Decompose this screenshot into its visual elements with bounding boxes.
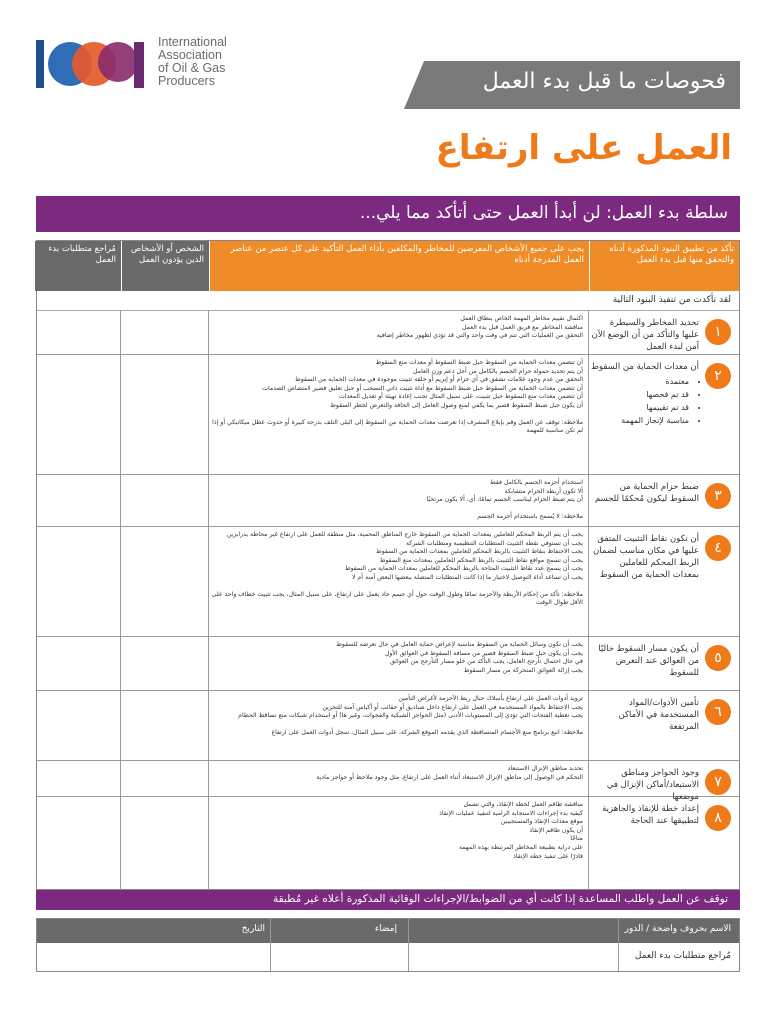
detail-line: أن تتضمن معدات الحماية من السقوط حبل ضبط السقوط مع أداة تثبيت ذاتي التسحب أو حبل تعليق قصير لامتصاص الصدمات <box>262 384 583 392</box>
detail-line: تزويد أدوات العمل على ارتفاع بأسلاك حبال ربط الأحزمة لأغراض التأمين <box>398 695 583 702</box>
checklist-item-text: ضبط حزام الحماية من السقوط ليكون مُحكمًا للجسم <box>594 482 699 504</box>
detail-line: مناقشة طاقم العمل لخطة الإنقاذ، والتي تشمل <box>463 801 583 808</box>
signoff-name-header: الاسم بحروف واضحة / الدور <box>624 924 731 934</box>
checklist-detail <box>211 531 583 608</box>
checklist-item <box>591 317 699 353</box>
detail-line: يجب أن يسمح عدد نقاط التثبيت المتاحة بالربط المحكم للعاملين بمعدات الحماية من السقوط <box>344 565 583 573</box>
checklist-detail <box>211 695 583 737</box>
step-number-badge: ١ <box>705 319 731 345</box>
detail-line: ألا تكون أربطة الحزام متشابكة <box>504 487 583 495</box>
worker-checkbox-cell[interactable] <box>121 761 208 796</box>
detail-note: ملاحظة: اتبع برنامج منع الأجسام المتساقطة الذي يقدمه الموقع الشركة، على سبيل المثال، سجل أدوات العمل على ارتفاع <box>271 728 583 736</box>
title-banner <box>404 61 740 109</box>
logo-line: International <box>158 35 227 49</box>
detail-line: يجب أن تكون وسائل الحماية من السقوط مناسبة لإعراض حماية العامل في حال تعرضه للسقوط <box>336 641 583 648</box>
header-workers: الشخص أو الأشخاص الذين يؤدون العمل <box>121 241 209 291</box>
authority-text: سلطة بدء العمل: لن أبدأ العمل حتى أتأكد مما يلي... <box>359 203 728 223</box>
detail-line: يجب أن تستوفي نقطة التثبيت المتطلبات التنظيمية ومتطلبات الشركة <box>405 539 583 547</box>
checklist-detail <box>211 641 583 675</box>
checklist-item-text: أن معدات الحماية من السقوط <box>591 362 699 372</box>
stop-work-text: توقف عن العمل واطلب المساعدة إذا كانت أي من الضوابط/الإجراءات الوقائية المذكورة أعلاه غير مُطبقة <box>272 893 728 905</box>
checklist-bullet: • معتمدة <box>591 375 689 388</box>
iogp-logo <box>36 36 156 92</box>
checklist-detail <box>211 765 583 782</box>
detail-note: ملاحظة: تأكد من إحكام الأربطة والأحزمة تمامًا وطول الوقت حول أي جسم حاد يعمل على ارتفاع، على سبيل المثال، يجب تثبيت خطاف واحد على الأقل طوال الوقت <box>211 590 583 607</box>
checklist-item-text: تأمين الأدوات/المواد المستخدمة في الأماكن المرتفعة <box>618 698 699 732</box>
detail-line: يجب أن تساعد أداة التوصيل لاختيار ما إذا كانت المتطلبات المتصلة ببعضها البعض آمنة أم لا <box>351 573 583 581</box>
checklist-row <box>37 527 739 637</box>
detail-line: أن يتم ضبط الحزام ليناسب الجسم تمامًا، أي، ألا يكون مرتخيًا <box>426 496 583 504</box>
signoff-signature-field[interactable] <box>272 944 408 971</box>
checklist-detail <box>211 315 583 341</box>
checklist-detail <box>211 359 583 436</box>
checklist-row <box>37 761 739 802</box>
worker-checkbox-cell[interactable] <box>121 637 208 690</box>
signoff-reviewer-label: مُراجع متطلبات بدء العمل <box>634 951 731 961</box>
detail-line: قادرًا على تنفيذ خطة الإنقاذ <box>513 852 583 860</box>
logo-line: Producers <box>158 74 215 88</box>
checklist-row <box>37 797 739 891</box>
checklist-bullet: • قد تم فحصها <box>591 388 689 401</box>
checklist-item-text: أن يكون مسار السقوط خاليًا من العوائق عند التعرض للسقوط <box>598 644 699 678</box>
signoff-signature-header: إمضاء <box>374 924 397 934</box>
step-number-badge: ٢ <box>705 363 731 389</box>
reviewer-checkbox-cell[interactable] <box>37 355 120 474</box>
detail-line: التحقق من عدم وجود علامات تشقق في أي حزام أو إبزيم أو حلقة تثبيت موجودة في معدات الحماية من السقوط <box>295 376 583 384</box>
checklist-bullet: • مناسبة لإنجاز المهمة <box>591 414 689 427</box>
worker-checkbox-cell[interactable] <box>121 475 208 526</box>
detail-line: يجب الاحتفاظ بالمواد المستخدمة في العمل على ارتفاع داخل صناديق أو حقائب أو أكياس آمنة للتخزين <box>322 703 583 711</box>
step-number-badge: ٥ <box>705 645 731 671</box>
checklist-item <box>591 533 699 581</box>
step-number-badge: ٤ <box>705 535 731 561</box>
detail-line: تحديد مناطق الإنزال الاستبعاد <box>507 765 583 772</box>
detail-line: أن يكون حبل ضبط السقوط قصير بما يكفي لمنع وصول العامل إلى الحافة والتعرض لخطر السقوط <box>330 401 583 409</box>
step-number-badge: ٨ <box>705 805 731 831</box>
detail-line: يجب أن يكون حبل ضبط السقوط قصير من مسافة السقوط في العوائق الأول <box>384 649 583 657</box>
signoff-date-header: التاريخ <box>241 924 265 934</box>
logo-line: Association <box>158 48 222 62</box>
detail-line: أن يتم تحديد حمولة حزام الجسم بالكامل من أجل دعم وزن العامل <box>413 367 583 375</box>
reviewer-checkbox-cell[interactable] <box>37 527 120 636</box>
reviewer-checkbox-cell[interactable] <box>37 691 120 760</box>
header-confirm-items: تأكد من تطبيق البنود المذكورة أدناه والتحقق منها قبل بدء العمل <box>589 241 739 291</box>
step-number-badge: ٣ <box>705 483 731 509</box>
detail-line: اكتمال تقييم مخاطر المهمة الخاص بنطاق العمل <box>460 315 583 322</box>
detail-line: على دراية بطبيعة المخاطر المرتبطة بهذه المهمة <box>458 843 583 851</box>
detail-note: ملاحظة: لا يُسمح باستخدام أحزمة الجسم <box>477 512 583 520</box>
reviewer-checkbox-cell[interactable] <box>37 797 120 890</box>
header-reviewer: مُراجع متطلبات بدء العمل <box>35 241 121 291</box>
authority-bar <box>36 196 740 232</box>
reviewer-checkbox-cell[interactable] <box>37 761 120 796</box>
detail-line: يجب أن تسمح مواقع نقاط التثبيت بالربط المحكم للعاملين بمعدات منع السقوط <box>379 556 583 564</box>
checklist-detail <box>211 479 583 521</box>
checklist-item-text: أن تكون نقاط التثبيت المتفق عليها في مكان مناسب لضمان الربط المحكم للعاملين بمعدات الحماية من السقوط <box>593 534 699 580</box>
detail-line: التحقق من العمليات التي تتم في وقت واحد والتي قد تؤدي لظهور مخاطر إضافية <box>376 332 583 340</box>
iogp-logo-text <box>158 36 227 88</box>
signoff-table <box>36 918 740 972</box>
step-number-badge: ٦ <box>705 699 731 725</box>
detail-line: يجب تغطية الفتحات التي تؤدي إلى المستويات الأدنى (مثل الحواجز الشبكية والفجوات، وغير ها) أو استخدام شبكات منع تساقط الحطام <box>238 712 583 720</box>
page-title: العمل على ارتفاع <box>435 128 732 168</box>
checklist-item-text: تحديد المخاطر والسيطرة عليها والتأكد من أن الوضع الآن آمن لبدء العمل <box>591 318 699 352</box>
signoff-header <box>37 919 739 943</box>
worker-checkbox-cell[interactable] <box>121 355 208 474</box>
checklist-detail <box>211 801 583 861</box>
table-subheader: لقد تأكدت من تنفيذ البنود التالية <box>37 291 739 311</box>
signoff-name-field[interactable] <box>410 944 618 971</box>
checklist-item <box>591 643 699 679</box>
checklist-item <box>591 803 699 827</box>
detail-line: يجب إزالة العوائق المتحركة من مسار السقوط <box>463 666 583 674</box>
detail-line: يجب أن يتم الربط المحكم للعاملين بمعدات الحماية من السقوط خارج المناطق المحمية، مثل منطقة للعمل على ارتفاع غير محاطة بدرابزين <box>226 531 583 538</box>
checklist-row <box>37 475 739 527</box>
detail-line: في حال احتمال تأرجح العامل، يجب التأكد من خلو مسار التأرجح من العوائق <box>390 658 583 666</box>
checklist-item <box>591 697 699 733</box>
checklist-item <box>591 481 699 505</box>
detail-line: التحكم في الوصول إلى مناطق الإنزال الاستبعاد أثناء العمل على ارتفاع، مثل وجود ملاحظ أو حواجز مادية <box>316 773 583 781</box>
checklist-row <box>37 637 739 691</box>
checklist-bullets <box>591 375 699 427</box>
detail-line: موقع معدات الإنقاذ والمستجيبين <box>500 818 583 826</box>
checklist-bullet: • قد تم تقييمها <box>591 401 689 414</box>
checklist-row <box>37 311 739 355</box>
detail-note: ملاحظة: توقف عن العمل وقم بإبلاغ المشرف إذا تعرضت معدات الحماية من السقوط إلى البلى التلف بدرجة كبيرة أو حدوث عطل ميكانيكي أو إذا لم تكن مناسبة للمهمة <box>212 418 583 435</box>
checklist-item-text: إعداد خطة للإنقاذ والجاهزية لتطبيقها عند الحاجة <box>602 804 699 826</box>
header-all-persons: يجب على جميع الأشخاص المعرضين للمخاطر والمكلفين بأداء العمل التأكيد على كل عنصر من عناصر العمل المدرجة أدناه <box>209 241 589 291</box>
signoff-date-field[interactable] <box>38 944 270 971</box>
step-number-badge: ٧ <box>705 769 731 795</box>
worker-checkbox-cell[interactable] <box>121 527 208 636</box>
detail-line: يجب الاحتفاظ بنقاط التثبيت بالربط المحكم للعاملين بمعدات الحماية من السقوط <box>376 548 583 556</box>
checklist-item-text: وجود الحواجز ومناطق الاستبعاد/أماكن الإنزال في موضعها <box>606 768 699 802</box>
reviewer-checkbox-cell[interactable] <box>37 637 120 690</box>
logo-line: of Oil & Gas <box>158 61 226 75</box>
reviewer-checkbox-cell[interactable] <box>37 475 120 526</box>
stop-work-bar <box>36 890 740 910</box>
checklist-row <box>37 691 739 761</box>
detail-line: متاحًا <box>570 835 583 843</box>
detail-line: كيفية بدء إجراءات الاستجابة الرامية لتنفيذ عمليات الإنقاذ <box>439 809 583 817</box>
worker-checkbox-cell[interactable] <box>121 797 208 890</box>
checklist-row <box>37 355 739 475</box>
worker-checkbox-cell[interactable] <box>121 311 208 354</box>
detail-line: أن يكون طاقم الإنقاذ <box>529 826 583 834</box>
banner-text: فحوصات ما قبل بدء العمل <box>482 69 726 94</box>
checklist-table <box>36 240 740 890</box>
detail-line: استخدام أحزمة الجسم بالكامل فقط <box>489 479 583 486</box>
detail-line: مناقشة المخاطر مع فريق العمل قبل بدء العمل <box>462 323 583 331</box>
checklist-item <box>591 361 699 427</box>
worker-checkbox-cell[interactable] <box>121 691 208 760</box>
detail-line: أن تتضمن معدات الحماية من السقوط حبل ضبط السقوط أو معدات منع السقوط <box>375 359 583 366</box>
detail-line: أن تتضمن معدات منع السقوط حبل تثبيت، على سبيل المثال تجنب إعادة تهيئة أو تعديل المعدات <box>338 393 583 401</box>
reviewer-checkbox-cell[interactable] <box>37 311 120 354</box>
